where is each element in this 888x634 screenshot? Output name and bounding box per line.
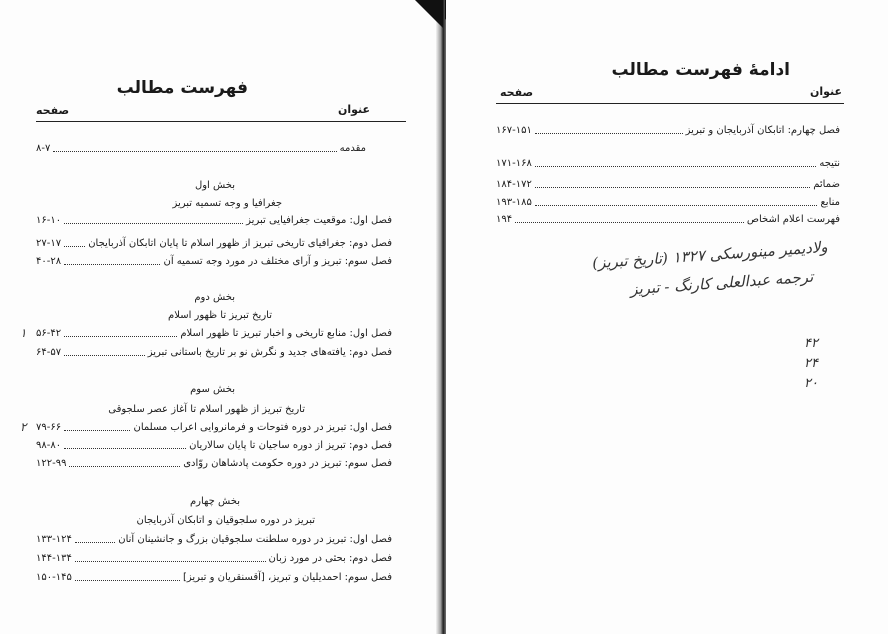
- header-rule: [36, 121, 406, 122]
- toc-entry: فصل اول: موقعیت جغرافیایی تبریز ۱۶-۱۰: [36, 214, 392, 226]
- column-title-label: عنوان: [809, 85, 842, 98]
- part-heading: بخش اول: [194, 180, 235, 191]
- part-heading: بخش سوم: [190, 384, 235, 395]
- toc-entry: فصل سوم: تبریز و آرای مختلف در مورد وجه تسمیه آن ۴۰-۲۸: [36, 255, 392, 267]
- margin-mark: ۱: [20, 326, 27, 340]
- margin-note: ۲۴: [804, 356, 818, 371]
- toc-entry: منابع ۱۹۳-۱۸۵: [496, 196, 840, 208]
- column-title-label: عنوان: [337, 103, 370, 116]
- part-subtitle: جغرافیا و وجه تسمیه تبریز: [172, 198, 282, 209]
- toc-entry: فصل سوم: احمدیلیان و تبریز، [آقسنقریان و تبریز] ۱۵۰-۱۴۵: [36, 571, 392, 583]
- right-page: [446, 0, 888, 634]
- handwritten-note: ترجمه عبدالعلی کارنگ - تبریز: [629, 267, 814, 299]
- toc-entry: فصل اول: منابع تاریخی و اخبار تبریز تا ظهور اسلام ۵۶-۴۲: [36, 327, 392, 339]
- toc-entry: ضمائم ۱۸۴-۱۷۲: [496, 178, 840, 190]
- toc-entry-intro: مقدمه ۸-۷: [36, 142, 366, 154]
- toc-entry: فصل دوم: جغرافیای تاریخی تبریز از ظهور اسلام تا پایان اتابکان آذربایجان ۲۷-۱۷: [36, 237, 392, 249]
- part-subtitle: تاریخ تبریز تا ظهور اسلام: [168, 310, 272, 321]
- toc-entry: فصل اول: تبریز در دوره فتوحات و فرمانروایی اعراب مسلمان ۷۹-۶۶: [36, 421, 392, 433]
- toc-entry: فصل اول: تبریز در دوره سلطنت سلجوقیان بزرگ و جانشینان آنان ۱۳۳-۱۲۴: [36, 533, 392, 545]
- handwritten-note: ولادیمیر مینورسکی ۱۳۲۷ (تاریخ تبریز): [591, 237, 829, 273]
- toc-title: فهرست مطالب: [116, 78, 248, 98]
- part-heading: بخش دوم: [194, 292, 235, 303]
- part-heading: بخش چهارم: [189, 496, 240, 507]
- toc-entry: فصل دوم: یافته‌های جدید و نگرش نو بر تاریخ باستانی تبریز ۶۴-۵۷: [36, 346, 392, 358]
- toc-entry: فصل چهارم: اتابکان آذربایجان و تبریز ۱۶۷-۱۵۱: [496, 124, 840, 136]
- margin-note: ۲۰: [804, 376, 818, 391]
- toc-continued-title: ادامهٔ فهرست مطالب: [611, 60, 790, 80]
- left-page: [0, 0, 440, 634]
- margin-mark: ۲: [20, 420, 27, 434]
- toc-entry: فصل سوم: تبریز در دوره حکومت پادشاهان روّادی ۱۲۲-۹۹: [36, 457, 392, 469]
- toc-entry: فهرست اعلام اشخاص ۱۹۴: [496, 213, 840, 225]
- part-subtitle: تبریز در دوره سلجوقیان و اتابکان آذربایجان: [136, 515, 315, 526]
- toc-entry: فصل دوم: تبریز از دوره ساجیان تا پایان سالاریان ۹۸-۸۰: [36, 439, 392, 451]
- part-subtitle: تاریخ تبریز از ظهور اسلام تا آغاز عصر سلجوقی: [108, 404, 305, 415]
- toc-entry: فصل دوم: بحثی در مورد زبان ۱۴۴-۱۳۴: [36, 552, 392, 564]
- column-page-label: صفحه: [36, 104, 70, 117]
- toc-entry: نتیجه ۱۷۱-۱۶۸: [496, 157, 840, 169]
- header-rule: [496, 103, 844, 104]
- margin-note: ۴۲: [804, 336, 818, 351]
- column-page-label: صفحه: [500, 86, 534, 99]
